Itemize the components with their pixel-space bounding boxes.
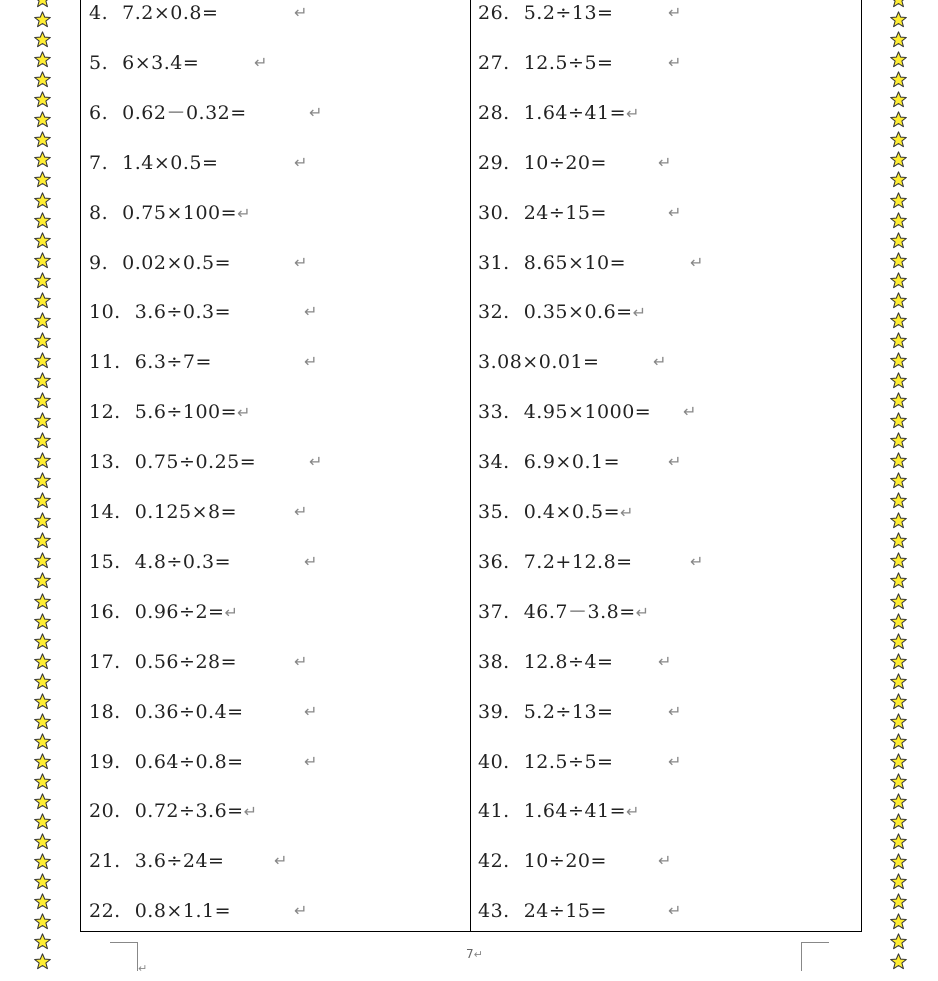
paragraph-return-mark: ↵ bbox=[668, 202, 682, 222]
paragraph-return-mark: ↵ bbox=[473, 948, 483, 961]
star-icon bbox=[886, 852, 910, 872]
paragraph-return-mark: ↵ bbox=[304, 701, 318, 721]
exercise-row bbox=[478, 0, 682, 28]
star-icon bbox=[886, 471, 910, 491]
star-icon bbox=[30, 712, 54, 732]
exercise-number: 29. bbox=[478, 151, 510, 174]
star-icon bbox=[886, 592, 910, 612]
exercise-number: 22. bbox=[89, 900, 121, 923]
exercise-expression: 12.8÷4= bbox=[523, 650, 614, 673]
star-icon bbox=[30, 672, 54, 692]
exercise-expression: 7.2+12.8= bbox=[523, 550, 633, 573]
star-icon bbox=[30, 652, 54, 672]
paragraph-return-mark: ↵ bbox=[294, 502, 308, 521]
paragraph-return-mark: ↵ bbox=[304, 352, 318, 372]
star-icon bbox=[886, 411, 910, 431]
exercise-number: 7. bbox=[89, 151, 109, 174]
exercise-number: 19. bbox=[89, 750, 121, 773]
star-icon bbox=[886, 812, 910, 832]
exercise-expression: 0.125×8= bbox=[134, 501, 238, 523]
star-icon bbox=[886, 50, 910, 70]
paragraph-return-mark: ↵ bbox=[668, 3, 682, 22]
star-icon bbox=[30, 371, 54, 391]
star-icon bbox=[30, 391, 54, 411]
paragraph-return-mark: ↵ bbox=[243, 802, 258, 822]
exercise-row bbox=[89, 896, 308, 926]
exercise-row bbox=[478, 198, 682, 228]
star-icon bbox=[886, 832, 910, 852]
star-icon bbox=[886, 150, 910, 170]
star-icon bbox=[30, 551, 54, 571]
star-icon bbox=[886, 692, 910, 712]
paragraph-return-mark: ↵ bbox=[658, 851, 672, 871]
star-icon bbox=[886, 511, 910, 531]
exercise-expression: 4.8÷0.3= bbox=[134, 550, 231, 573]
star-icon bbox=[30, 10, 54, 30]
star-icon bbox=[886, 231, 910, 251]
star-icon bbox=[30, 932, 54, 952]
star-icon bbox=[886, 271, 910, 291]
star-icon bbox=[886, 612, 910, 632]
star-icon bbox=[30, 70, 54, 90]
exercise-expression: 0.02×0.5= bbox=[122, 251, 232, 274]
exercise-number: 35. bbox=[478, 501, 510, 523]
paragraph-return-mark: ↵ bbox=[254, 52, 268, 72]
exercise-expression: 0.35×0.6= bbox=[523, 301, 633, 324]
star-icon bbox=[30, 491, 54, 511]
exercise-expression: 1.64÷41= bbox=[523, 800, 627, 823]
star-icon bbox=[30, 852, 54, 872]
star-icon bbox=[30, 812, 54, 832]
star-icon bbox=[886, 191, 910, 211]
exercise-number: 6. bbox=[89, 101, 109, 124]
exercise-number: 42. bbox=[478, 850, 510, 873]
exercise-number: 13. bbox=[89, 451, 121, 474]
star-icon bbox=[30, 331, 54, 351]
star-icon bbox=[30, 912, 54, 932]
exercise-number: 16. bbox=[89, 600, 121, 623]
exercise-row bbox=[89, 647, 308, 677]
paragraph-return-mark: ↵ bbox=[304, 751, 318, 771]
corner-mark-bottom-left bbox=[110, 942, 138, 971]
exercise-number: 10. bbox=[89, 301, 121, 324]
exercise-row bbox=[478, 297, 647, 327]
exercise-expression: 10÷20= bbox=[523, 850, 607, 873]
exercise-expression: 0.62－0.32= bbox=[122, 101, 247, 124]
exercise-row bbox=[89, 747, 318, 777]
star-icon bbox=[886, 912, 910, 932]
star-icon bbox=[886, 10, 910, 30]
star-icon bbox=[30, 351, 54, 371]
exercise-number: 39. bbox=[478, 700, 510, 723]
star-icon bbox=[886, 70, 910, 90]
exercise-row bbox=[478, 547, 704, 577]
star-icon bbox=[30, 271, 54, 291]
paragraph-return-mark: ↵ bbox=[294, 152, 308, 172]
exercise-expression: 5.2÷13= bbox=[523, 700, 614, 723]
star-icon bbox=[30, 451, 54, 471]
exercise-expression: 0.75÷0.25= bbox=[134, 451, 257, 474]
exercise-number: 31. bbox=[478, 251, 510, 274]
exercise-expression: 4.95×1000= bbox=[523, 401, 652, 424]
exercise-expression: 0.96÷2= bbox=[134, 600, 225, 623]
exercise-number: 36. bbox=[478, 550, 510, 573]
exercise-number: 14. bbox=[89, 501, 121, 523]
star-icon bbox=[30, 732, 54, 752]
star-icon bbox=[30, 612, 54, 632]
star-icon bbox=[30, 110, 54, 130]
paragraph-return-mark: ↵ bbox=[304, 551, 318, 571]
star-icon bbox=[30, 130, 54, 150]
exercise-number: 8. bbox=[89, 201, 109, 224]
paragraph-return-mark: ↵ bbox=[294, 651, 308, 671]
exercise-row bbox=[89, 0, 308, 28]
exercise-row bbox=[478, 796, 640, 826]
star-icon bbox=[30, 411, 54, 431]
star-icon bbox=[30, 692, 54, 712]
corner-mark-bottom-right bbox=[801, 942, 829, 971]
star-icon bbox=[30, 150, 54, 170]
star-icon bbox=[30, 311, 54, 331]
star-icon bbox=[886, 130, 910, 150]
star-icon bbox=[886, 110, 910, 130]
exercise-number: 5. bbox=[89, 51, 109, 74]
star-icon bbox=[30, 592, 54, 612]
exercise-row bbox=[478, 447, 682, 477]
paragraph-return-mark: ↵ bbox=[294, 252, 308, 272]
exercise-number: 40. bbox=[478, 750, 510, 773]
paragraph-return-mark: ↵ bbox=[237, 203, 251, 223]
exercise-number: 28. bbox=[478, 101, 510, 124]
exercise-row bbox=[478, 248, 704, 278]
star-icon bbox=[886, 571, 910, 591]
exercise-number: 11. bbox=[89, 351, 121, 374]
exercise-expression: 5.2÷13= bbox=[523, 2, 614, 24]
paragraph-return-mark: ↵ bbox=[668, 901, 682, 921]
paragraph-return-mark: ↵ bbox=[626, 103, 640, 123]
exercise-row bbox=[89, 796, 258, 826]
star-icon bbox=[30, 291, 54, 311]
exercise-expression: 0.4×0.5= bbox=[523, 501, 620, 523]
exercise-number: 41. bbox=[478, 800, 510, 823]
paragraph-return-mark: ↵ bbox=[224, 602, 239, 622]
star-icon bbox=[886, 892, 910, 912]
paragraph-return-mark: ↵ bbox=[668, 751, 682, 771]
paragraph-return-mark: ↵ bbox=[653, 352, 667, 372]
exercise-row bbox=[89, 597, 238, 627]
paragraph-return-mark: ↵ bbox=[138, 962, 148, 975]
star-icon bbox=[886, 792, 910, 812]
paragraph-return-mark: ↵ bbox=[690, 252, 704, 272]
star-icon bbox=[30, 30, 54, 50]
exercise-expression: 6.9×0.1= bbox=[523, 451, 620, 474]
exercise-row bbox=[478, 347, 667, 377]
exercise-expression: 0.64÷0.8= bbox=[134, 750, 244, 773]
star-icon bbox=[30, 531, 54, 551]
star-border-right bbox=[886, 0, 910, 981]
star-icon bbox=[886, 932, 910, 952]
exercise-row bbox=[478, 647, 672, 677]
star-icon bbox=[30, 170, 54, 190]
star-border-left bbox=[30, 0, 54, 981]
exercise-number: 21. bbox=[89, 850, 121, 873]
star-icon bbox=[30, 471, 54, 491]
star-icon bbox=[30, 90, 54, 110]
star-icon bbox=[30, 892, 54, 912]
paragraph-return-mark: ↵ bbox=[294, 3, 308, 22]
exercise-expression: 7.2×0.8= bbox=[122, 2, 219, 24]
exercise-expression: 24÷15= bbox=[523, 201, 607, 224]
exercise-number: 26. bbox=[478, 2, 510, 24]
exercise-expression: 10÷20= bbox=[523, 151, 607, 174]
star-icon bbox=[886, 90, 910, 110]
exercise-row bbox=[478, 397, 697, 427]
exercise-expression: 8.65×10= bbox=[523, 251, 627, 274]
exercise-row bbox=[89, 497, 308, 527]
exercise-expression: 0.56÷28= bbox=[134, 650, 238, 673]
paragraph-return-mark: ↵ bbox=[309, 452, 323, 472]
paragraph-return-mark: ↵ bbox=[668, 701, 682, 721]
paragraph-return-mark: ↵ bbox=[237, 403, 251, 423]
star-icon bbox=[30, 191, 54, 211]
exercise-row bbox=[478, 896, 682, 926]
star-icon bbox=[886, 311, 910, 331]
star-icon bbox=[30, 952, 54, 972]
exercise-row bbox=[89, 248, 308, 278]
star-icon bbox=[886, 291, 910, 311]
star-icon bbox=[30, 211, 54, 231]
paragraph-return-mark: ↵ bbox=[294, 901, 308, 921]
exercise-expression: 3.6÷0.3= bbox=[134, 301, 231, 324]
star-icon bbox=[30, 752, 54, 772]
star-icon bbox=[30, 50, 54, 70]
exercise-expression: 12.5÷5= bbox=[523, 51, 614, 74]
right-column bbox=[478, 0, 858, 931]
exercise-row bbox=[89, 297, 318, 327]
star-icon bbox=[886, 211, 910, 231]
star-icon bbox=[30, 251, 54, 271]
star-icon bbox=[886, 772, 910, 792]
paragraph-return-mark: ↵ bbox=[309, 102, 323, 122]
exercise-number: 17. bbox=[89, 650, 121, 673]
paragraph-return-mark: ↵ bbox=[632, 303, 647, 323]
star-icon bbox=[30, 0, 54, 10]
star-icon bbox=[886, 531, 910, 551]
star-icon bbox=[886, 391, 910, 411]
paragraph-return-mark: ↵ bbox=[658, 152, 672, 172]
column-divider bbox=[470, 0, 471, 931]
exercise-row bbox=[89, 198, 251, 228]
paragraph-return-mark: ↵ bbox=[690, 551, 704, 571]
paragraph-return-mark: ↵ bbox=[658, 651, 672, 671]
star-icon bbox=[886, 872, 910, 892]
star-icon bbox=[886, 30, 910, 50]
star-icon bbox=[886, 371, 910, 391]
exercise-row bbox=[89, 547, 318, 577]
exercise-table bbox=[80, 0, 862, 932]
exercise-row bbox=[478, 747, 682, 777]
paragraph-return-mark: ↵ bbox=[668, 452, 682, 472]
paragraph-return-mark: ↵ bbox=[683, 402, 697, 422]
star-icon bbox=[886, 712, 910, 732]
star-icon bbox=[30, 632, 54, 652]
exercise-row bbox=[478, 846, 672, 876]
exercise-expression: 3.6÷24= bbox=[134, 850, 225, 873]
star-icon bbox=[886, 491, 910, 511]
star-icon bbox=[886, 652, 910, 672]
star-icon bbox=[886, 431, 910, 451]
star-icon bbox=[886, 551, 910, 571]
exercise-expression: 6×3.4= bbox=[122, 51, 200, 74]
exercise-expression: 5.6÷100= bbox=[134, 401, 238, 424]
paragraph-return-mark: ↵ bbox=[626, 802, 640, 822]
exercise-expression: 0.8×1.1= bbox=[134, 900, 231, 923]
exercise-number: 15. bbox=[89, 550, 121, 573]
paragraph-return-mark: ↵ bbox=[274, 851, 288, 871]
star-icon bbox=[30, 231, 54, 251]
exercise-expression: 6.3÷7= bbox=[134, 351, 212, 374]
exercise-number: 37. bbox=[478, 600, 510, 623]
exercise-row bbox=[478, 98, 640, 128]
star-icon bbox=[886, 732, 910, 752]
exercise-row bbox=[478, 148, 672, 178]
exercise-row bbox=[478, 697, 682, 727]
star-icon bbox=[30, 431, 54, 451]
star-icon bbox=[30, 792, 54, 812]
star-icon bbox=[886, 351, 910, 371]
star-icon bbox=[886, 752, 910, 772]
exercise-number: 30. bbox=[478, 201, 510, 224]
paragraph-return-mark: ↵ bbox=[668, 52, 682, 72]
exercise-number: 34. bbox=[478, 451, 510, 474]
star-icon bbox=[886, 672, 910, 692]
exercise-row bbox=[89, 397, 251, 427]
exercise-number: 38. bbox=[478, 650, 510, 673]
star-icon bbox=[886, 0, 910, 10]
star-icon bbox=[30, 511, 54, 531]
star-icon bbox=[886, 170, 910, 190]
star-icon bbox=[886, 451, 910, 471]
exercise-number: 18. bbox=[89, 700, 121, 723]
exercise-expression: 0.72÷3.6= bbox=[134, 800, 244, 823]
exercise-row bbox=[89, 697, 318, 727]
exercise-number: 4. bbox=[89, 2, 109, 24]
exercise-row bbox=[89, 48, 268, 78]
exercise-expression: 46.7－3.8= bbox=[523, 600, 636, 623]
exercise-row bbox=[478, 497, 634, 527]
exercise-number: 32. bbox=[478, 301, 510, 324]
exercise-expression: 1.4×0.5= bbox=[122, 151, 219, 174]
page-number bbox=[466, 947, 483, 961]
exercise-number: 33. bbox=[478, 401, 510, 424]
exercise-row bbox=[478, 597, 650, 627]
star-icon bbox=[886, 952, 910, 972]
exercise-number: 12. bbox=[89, 401, 121, 424]
left-column bbox=[89, 0, 469, 931]
paragraph-return-mark: ↵ bbox=[635, 602, 650, 622]
exercise-expression: 12.5÷5= bbox=[523, 750, 614, 773]
exercise-number: 43. bbox=[478, 900, 510, 923]
star-icon bbox=[30, 772, 54, 792]
exercise-row bbox=[478, 48, 682, 78]
star-icon bbox=[886, 251, 910, 271]
page-number-text: 7 bbox=[466, 947, 474, 961]
star-icon bbox=[886, 632, 910, 652]
paragraph-return-mark: ↵ bbox=[620, 503, 634, 522]
exercise-number: 9. bbox=[89, 251, 109, 274]
exercise-expression: 3.08×0.01= bbox=[478, 351, 600, 374]
paragraph-return-mark: ↵ bbox=[304, 302, 318, 322]
exercise-number: 27. bbox=[478, 51, 510, 74]
exercise-row bbox=[89, 98, 323, 128]
exercise-row bbox=[89, 447, 323, 477]
exercise-row bbox=[89, 148, 308, 178]
exercise-expression: 24÷15= bbox=[523, 900, 607, 923]
exercise-expression: 0.36÷0.4= bbox=[134, 700, 244, 723]
exercise-number: 20. bbox=[89, 800, 121, 823]
star-icon bbox=[30, 872, 54, 892]
star-icon bbox=[30, 571, 54, 591]
exercise-row bbox=[89, 846, 288, 876]
exercise-expression: 0.75×100= bbox=[122, 201, 238, 224]
exercise-expression: 1.64÷41= bbox=[523, 101, 627, 124]
star-icon bbox=[886, 331, 910, 351]
exercise-row bbox=[89, 347, 318, 377]
star-icon bbox=[30, 832, 54, 852]
